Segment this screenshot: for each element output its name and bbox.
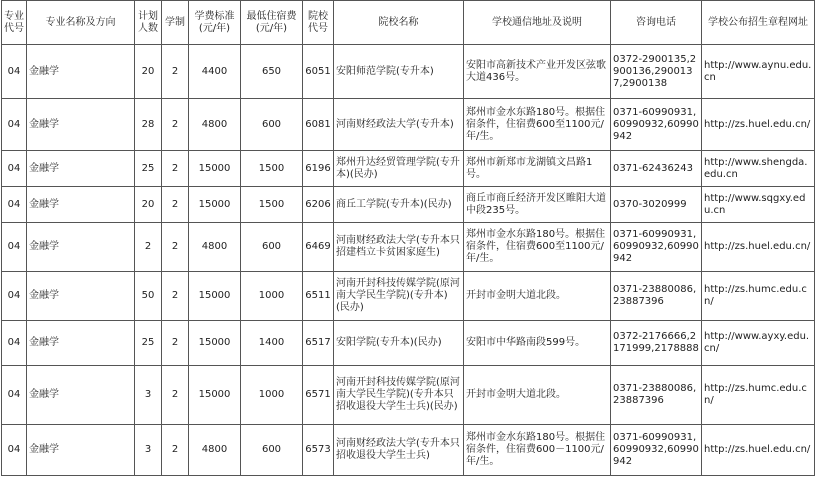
cell-years: 2: [162, 321, 189, 366]
cell-school-name: 河南财经政法大学(专升本): [334, 99, 464, 151]
cell-phone: 0372-2900135,2900136,2900137,2900138: [611, 45, 702, 99]
header-code: 专业代号: [2, 1, 27, 45]
cell-major: 金融学: [27, 366, 135, 425]
cell-lodging: 600: [241, 99, 303, 151]
table-row: [2, 366, 815, 425]
cell-years: 2: [162, 99, 189, 151]
cell-tuition: 4800: [189, 425, 241, 476]
cell-website: http://www.sqgxy.edu.cn: [702, 187, 815, 223]
cell-plan: 20: [135, 187, 162, 223]
cell-major: 金融学: [27, 223, 135, 272]
cell-code: 04: [2, 45, 27, 99]
cell-tuition: 4800: [189, 99, 241, 151]
cell-tuition: 4400: [189, 45, 241, 99]
cell-school-code: 6571: [303, 366, 334, 425]
cell-tuition: 15000: [189, 321, 241, 366]
cell-lodging: 650: [241, 45, 303, 99]
cell-website: http://www.aynu.edu.cn: [702, 45, 815, 99]
table-row: [2, 272, 815, 321]
cell-years: 2: [162, 425, 189, 476]
cell-address: 郑州市新郑市龙湖镇文昌路1号。: [464, 151, 611, 187]
cell-lodging: 1000: [241, 272, 303, 321]
cell-phone: 0371-60990931,60990932,60990942: [611, 223, 702, 272]
cell-phone: 0371-60990931,60990932,60990942: [611, 99, 702, 151]
cell-website: http://zs.huel.edu.cn/: [702, 223, 815, 272]
cell-code: 04: [2, 151, 27, 187]
cell-website: http://zs.humc.edu.cn/: [702, 366, 815, 425]
cell-tuition: 4800: [189, 223, 241, 272]
cell-tuition: 15000: [189, 366, 241, 425]
table-row: [2, 45, 815, 99]
cell-school-code: 6081: [303, 99, 334, 151]
cell-code: 04: [2, 223, 27, 272]
cell-plan: 2: [135, 223, 162, 272]
cell-years: 2: [162, 151, 189, 187]
cell-phone: 0371-23880086,23887396: [611, 366, 702, 425]
cell-code: 04: [2, 272, 27, 321]
cell-school-code: 6051: [303, 45, 334, 99]
cell-address: 开封市金明大道北段。: [464, 272, 611, 321]
cell-major: 金融学: [27, 45, 135, 99]
cell-address: 郑州市金水东路180号。根据住宿条件，住宿费600至1100元/年/生。: [464, 99, 611, 151]
cell-school-code: 6573: [303, 425, 334, 476]
cell-major: 金融学: [27, 321, 135, 366]
header-website: 学校公布招生章程网址: [702, 1, 815, 45]
cell-lodging: 600: [241, 425, 303, 476]
cell-lodging: 1500: [241, 151, 303, 187]
cell-address: 开封市金明大道北段。: [464, 366, 611, 425]
cell-years: 2: [162, 223, 189, 272]
table-row: [2, 223, 815, 272]
cell-phone: 0370-3020999: [611, 187, 702, 223]
cell-school-name: 河南开封科技传媒学院(原河南大学民生学院)(专升本)(民办): [334, 272, 464, 321]
cell-website: http://zs.humc.edu.cn/: [702, 272, 815, 321]
cell-plan: 20: [135, 45, 162, 99]
cell-major: 金融学: [27, 272, 135, 321]
cell-tuition: 15000: [189, 187, 241, 223]
cell-school-name: 安阳师范学院(专升本): [334, 45, 464, 99]
cell-website: http://www.shengda.edu.cn: [702, 151, 815, 187]
cell-plan: 3: [135, 425, 162, 476]
cell-lodging: 1400: [241, 321, 303, 366]
header-address: 学校通信地址及说明: [464, 1, 611, 45]
cell-school-name: 安阳学院(专升本)(民办): [334, 321, 464, 366]
cell-lodging: 1000: [241, 366, 303, 425]
cell-code: 04: [2, 187, 27, 223]
cell-major: 金融学: [27, 425, 135, 476]
cell-school-name: 河南开封科技传媒学院(原河南大学民生学院)(专升本只招收退役大学生士兵)(民办): [334, 366, 464, 425]
cell-website: http://zs.huel.edu.cn/: [702, 425, 815, 476]
cell-major: 金融学: [27, 99, 135, 151]
table-row: [2, 425, 815, 476]
cell-address: 安阳市中华路南段599号。: [464, 321, 611, 366]
cell-years: 2: [162, 272, 189, 321]
cell-code: 04: [2, 321, 27, 366]
cell-years: 2: [162, 366, 189, 425]
cell-plan: 28: [135, 99, 162, 151]
table-row: [2, 187, 815, 223]
cell-school-code: 6517: [303, 321, 334, 366]
cell-school-code: 6206: [303, 187, 334, 223]
header-lodging: 最低住宿费(元/年): [241, 1, 303, 45]
cell-address: 安阳市高新技术产业开发区弦歌大道436号。: [464, 45, 611, 99]
header-major: 专业名称及方向: [27, 1, 135, 45]
cell-website: http://zs.huel.edu.cn/: [702, 99, 815, 151]
cell-address: 郑州市金水东路180号。根据住宿条件，住宿费600－1100元/年/生。: [464, 425, 611, 476]
header-tuition: 学费标准(元/年): [189, 1, 241, 45]
cell-website: http://www.ayxy.edu.cn/: [702, 321, 815, 366]
cell-address: 商丘市商丘经济开发区睢阳大道中段235号。: [464, 187, 611, 223]
cell-tuition: 15000: [189, 272, 241, 321]
cell-phone: 0371-23880086,23887396: [611, 272, 702, 321]
cell-lodging: 1500: [241, 187, 303, 223]
cell-plan: 25: [135, 151, 162, 187]
cell-years: 2: [162, 187, 189, 223]
cell-plan: 25: [135, 321, 162, 366]
header-school-code: 院校代号: [303, 1, 334, 45]
admissions-table: [1, 0, 815, 476]
cell-school-name: 商丘工学院(专升本)(民办): [334, 187, 464, 223]
cell-phone: 0371-62436243: [611, 151, 702, 187]
cell-plan: 50: [135, 272, 162, 321]
cell-lodging: 600: [241, 223, 303, 272]
header-plan: 计划人数: [135, 1, 162, 45]
cell-school-name: 郑州升达经贸管理学院(专升本)(民办): [334, 151, 464, 187]
cell-school-code: 6469: [303, 223, 334, 272]
header-row: [2, 1, 815, 45]
table-row: [2, 321, 815, 366]
cell-code: 04: [2, 425, 27, 476]
cell-address: 郑州市金水东路180号。根据住宿条件，住宿费600至1100元/年/生。: [464, 223, 611, 272]
cell-code: 04: [2, 99, 27, 151]
header-school-name: 院校名称: [334, 1, 464, 45]
table-row: [2, 99, 815, 151]
cell-phone: 0372-2176666,2171999,2178888: [611, 321, 702, 366]
cell-school-code: 6511: [303, 272, 334, 321]
cell-phone: 0371-60990931,60990932,60990942: [611, 425, 702, 476]
cell-plan: 3: [135, 366, 162, 425]
cell-years: 2: [162, 45, 189, 99]
cell-major: 金融学: [27, 151, 135, 187]
cell-school-code: 6196: [303, 151, 334, 187]
cell-school-name: 河南财经政法大学(专升本只招收退役大学生士兵): [334, 425, 464, 476]
cell-tuition: 15000: [189, 151, 241, 187]
cell-major: 金融学: [27, 187, 135, 223]
header-years: 学制: [162, 1, 189, 45]
table-row: [2, 151, 815, 187]
cell-code: 04: [2, 366, 27, 425]
header-phone: 咨询电话: [611, 1, 702, 45]
cell-school-name: 河南财经政法大学(专升本只招建档立卡贫困家庭生): [334, 223, 464, 272]
